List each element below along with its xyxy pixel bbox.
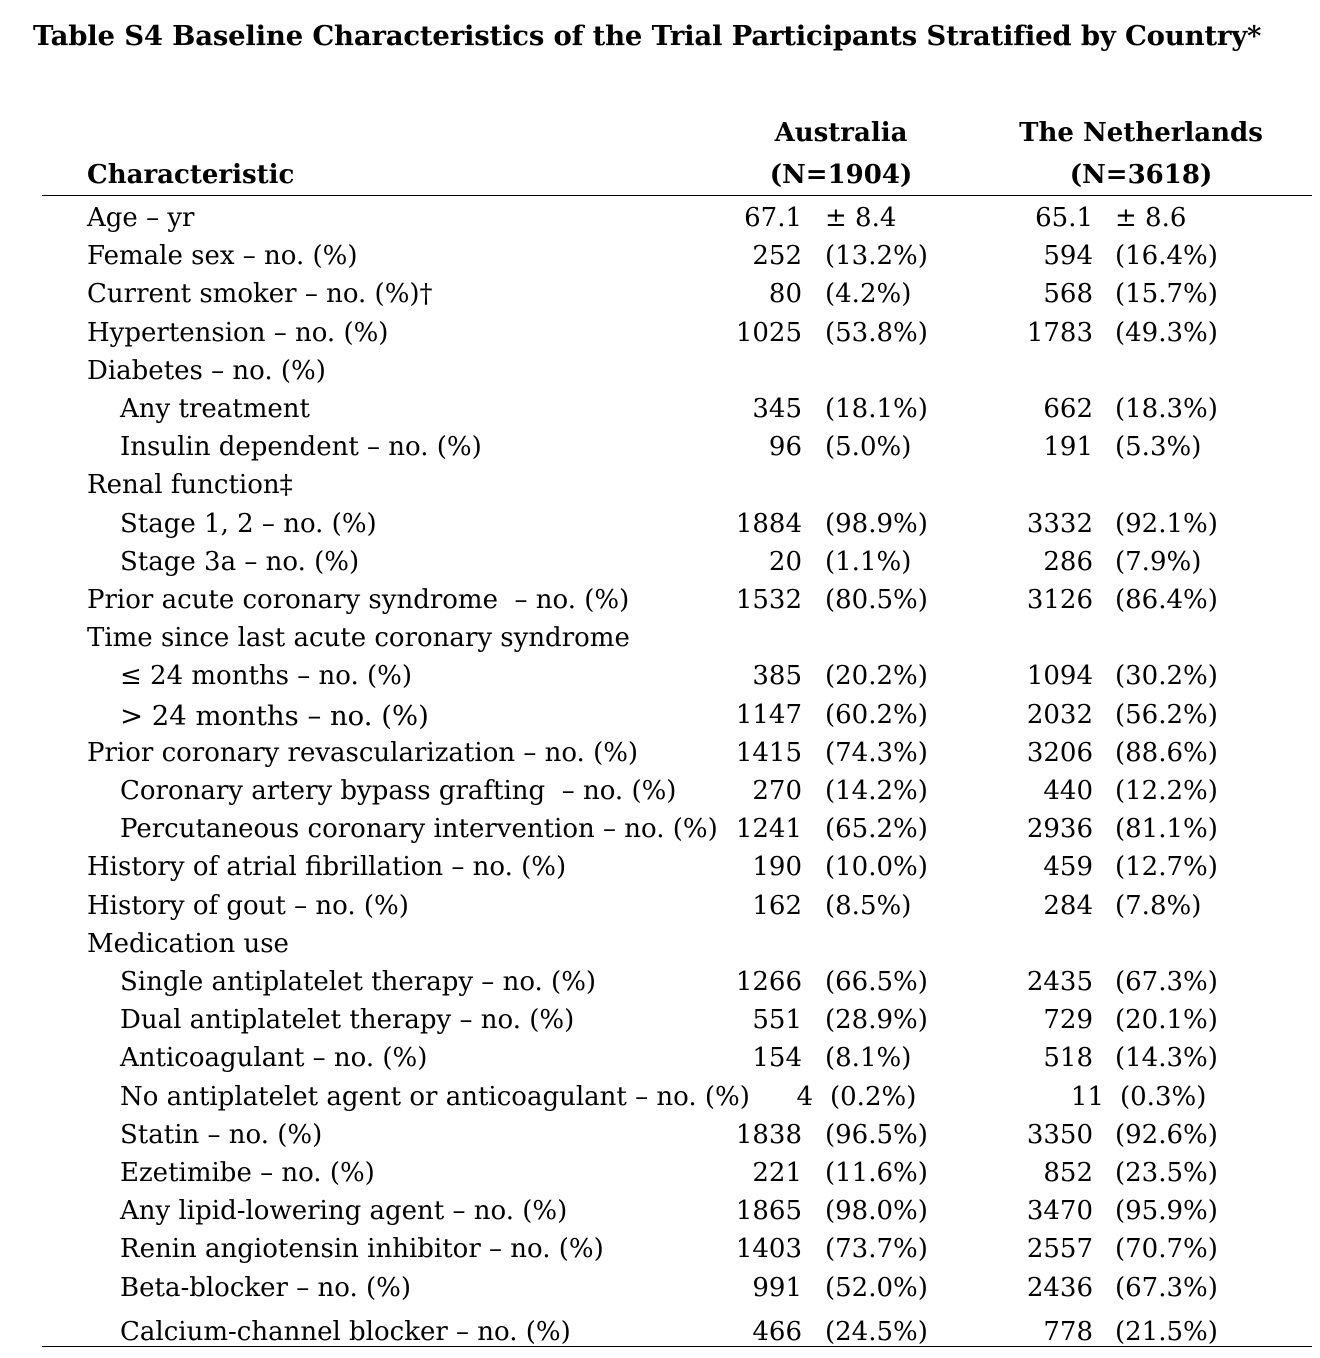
table-row [0, 1234, 1320, 1272]
australia-count: 1147 [735, 699, 802, 730]
australia-percent: (65.2%) [825, 814, 928, 845]
table-row [0, 661, 1320, 699]
header-australia-n: (N=1904) [769, 160, 913, 190]
header-netherlands-n: (N=3618) [1069, 160, 1213, 190]
netherlands-count: 778 [1043, 1316, 1093, 1347]
row-label: Any treatment [120, 394, 310, 424]
row-label: History of atrial fibrillation – no. (%) [87, 852, 567, 883]
australia-percent: (8.1%) [825, 1043, 912, 1074]
row-label: Coronary artery bypass grafting – no. (%) [120, 776, 677, 806]
row-label: Single antiplatelet therapy – no. (%) [120, 967, 597, 997]
netherlands-percent: (18.3%) [1115, 394, 1218, 424]
australia-percent: (8.5%) [825, 890, 912, 921]
netherlands-percent: (67.3%) [1115, 1272, 1218, 1303]
netherlands-count: 3126 [1026, 585, 1093, 615]
australia-count: 466 [752, 1316, 802, 1347]
header-characteristic: Characteristic [87, 160, 295, 190]
australia-percent: (1.1%) [825, 546, 912, 577]
table-row [0, 470, 1320, 508]
netherlands-count: 286 [1043, 546, 1093, 577]
netherlands-count: 1783 [1026, 317, 1093, 348]
netherlands-count: 65.1 [1035, 203, 1093, 233]
australia-percent: (98.9%) [825, 508, 928, 539]
netherlands-percent: (86.4%) [1115, 585, 1218, 615]
netherlands-count: 11 [1070, 1081, 1104, 1112]
netherlands-count: 1094 [1026, 661, 1093, 692]
netherlands-percent: (12.7%) [1115, 852, 1218, 883]
australia-percent: (96.5%) [825, 1119, 928, 1150]
netherlands-count: 852 [1043, 1158, 1093, 1188]
table-row [0, 241, 1320, 279]
netherlands-percent: (12.2%) [1115, 776, 1218, 806]
row-label: Statin – no. (%) [120, 1119, 323, 1150]
netherlands-percent: (5.3%) [1115, 432, 1202, 463]
netherlands-count: 2936 [1026, 814, 1093, 845]
australia-count: 270 [752, 776, 802, 806]
table-row [0, 891, 1320, 929]
australia-count: 221 [752, 1158, 802, 1188]
australia-count: 1532 [735, 585, 802, 615]
table-row [0, 1043, 1320, 1081]
table-row [0, 738, 1320, 776]
netherlands-percent: (23.5%) [1115, 1158, 1218, 1188]
row-label: Age – yr [87, 203, 195, 233]
table-row [0, 279, 1320, 317]
row-label: Any lipid-lowering agent – no. (%) [120, 1196, 568, 1227]
table-row [0, 509, 1320, 547]
table-row [0, 852, 1320, 890]
netherlands-percent: (81.1%) [1115, 814, 1218, 845]
netherlands-count: 729 [1043, 1005, 1093, 1036]
row-label: Dual antiplatelet therapy – no. (%) [120, 1005, 575, 1036]
netherlands-count: 2436 [1026, 1272, 1093, 1303]
australia-percent: (60.2%) [825, 699, 928, 730]
netherlands-percent: (92.1%) [1115, 508, 1218, 539]
netherlands-count: 2557 [1026, 1234, 1093, 1265]
australia-count: 4 [796, 1081, 813, 1112]
table-row [0, 1120, 1320, 1158]
australia-percent: (53.8%) [825, 317, 928, 348]
australia-count: 252 [752, 241, 802, 272]
australia-percent: (13.2%) [825, 241, 928, 272]
table-row [0, 1196, 1320, 1234]
table-row [0, 929, 1320, 967]
australia-count: 1415 [735, 737, 802, 768]
netherlands-count: 662 [1043, 394, 1093, 424]
australia-percent: ± 8.4 [825, 203, 897, 233]
row-label: No antiplatelet agent or anticoagulant – no. (%) [120, 1081, 750, 1112]
australia-percent: (5.0%) [825, 432, 912, 463]
netherlands-percent: (21.5%) [1115, 1316, 1218, 1347]
australia-percent: (4.2%) [825, 279, 912, 310]
australia-percent: (66.5%) [825, 967, 928, 997]
australia-count: 1884 [735, 508, 802, 539]
netherlands-percent: (15.7%) [1115, 279, 1218, 310]
netherlands-percent: (0.3%) [1120, 1081, 1207, 1112]
row-label: Diabetes – no. (%) [87, 355, 326, 386]
table-row [0, 585, 1320, 623]
table-row [0, 203, 1320, 241]
netherlands-percent: (49.3%) [1115, 317, 1218, 348]
table-row [0, 394, 1320, 432]
australia-count: 1865 [735, 1196, 802, 1227]
netherlands-count: 2435 [1026, 967, 1093, 997]
australia-percent: (0.2%) [830, 1081, 917, 1112]
netherlands-count: 284 [1043, 890, 1093, 921]
netherlands-count: 440 [1043, 776, 1093, 806]
australia-percent: (20.2%) [825, 661, 928, 692]
australia-percent: (73.7%) [825, 1234, 928, 1265]
australia-count: 96 [768, 432, 802, 463]
netherlands-count: 3332 [1026, 508, 1093, 539]
row-label: Stage 1, 2 – no. (%) [120, 508, 377, 539]
row-label: Stage 3a – no. (%) [120, 546, 360, 577]
netherlands-count: 2032 [1026, 699, 1093, 730]
table-title: Table S4 Baseline Characteristics of the Trial Participants Stratified by Country* [33, 20, 1262, 52]
australia-count: 162 [752, 890, 802, 921]
row-label: History of gout – no. (%) [87, 890, 409, 921]
australia-count: 385 [752, 661, 802, 692]
table-row [0, 1273, 1320, 1311]
australia-percent: (14.2%) [825, 776, 928, 806]
row-label: Prior acute coronary syndrome – no. (%) [87, 585, 630, 615]
australia-count: 154 [752, 1043, 802, 1074]
australia-percent: (98.0%) [825, 1196, 928, 1227]
netherlands-percent: (88.6%) [1115, 737, 1218, 768]
netherlands-count: 459 [1043, 852, 1093, 883]
netherlands-percent: (20.1%) [1115, 1005, 1218, 1036]
australia-count: 67.1 [744, 203, 802, 233]
australia-count: 991 [752, 1272, 802, 1303]
australia-count: 80 [768, 279, 802, 310]
netherlands-percent: (7.8%) [1115, 890, 1202, 921]
row-label: Renin angiotensin inhibitor – no. (%) [120, 1234, 604, 1265]
netherlands-percent: (67.3%) [1115, 967, 1218, 997]
netherlands-count: 568 [1043, 279, 1093, 310]
row-label: Female sex – no. (%) [87, 241, 358, 272]
row-label: Percutaneous coronary intervention – no. (%) [120, 814, 718, 845]
netherlands-count: 3206 [1026, 737, 1093, 768]
netherlands-count: 518 [1043, 1043, 1093, 1074]
netherlands-percent: (56.2%) [1115, 699, 1218, 730]
table-row [0, 432, 1320, 470]
netherlands-count: 3350 [1026, 1119, 1093, 1150]
australia-percent: (52.0%) [825, 1272, 928, 1303]
australia-count: 1838 [735, 1119, 802, 1150]
row-label: Prior coronary revascularization – no. (%) [87, 737, 639, 768]
netherlands-count: 191 [1043, 432, 1093, 463]
australia-percent: (74.3%) [825, 737, 928, 768]
table-row [0, 1082, 1320, 1120]
netherlands-percent: (30.2%) [1115, 661, 1218, 692]
netherlands-percent: (7.9%) [1115, 546, 1202, 577]
table-row [0, 1317, 1320, 1355]
netherlands-count: 3470 [1026, 1196, 1093, 1227]
table-row [0, 967, 1320, 1005]
australia-count: 1241 [735, 814, 802, 845]
australia-count: 551 [752, 1005, 802, 1036]
netherlands-count: 594 [1043, 241, 1093, 272]
table-row [0, 814, 1320, 852]
row-label: Calcium-channel blocker – no. (%) [120, 1316, 571, 1347]
row-label: Time since last acute coronary syndrome [87, 623, 630, 654]
netherlands-percent: (70.7%) [1115, 1234, 1218, 1265]
table-row [0, 1158, 1320, 1196]
table-row [0, 623, 1320, 661]
row-label: > 24 months – no. (%) [120, 699, 429, 732]
row-label: ≤ 24 months – no. (%) [120, 661, 412, 692]
australia-percent: (24.5%) [825, 1316, 928, 1347]
table-row [0, 700, 1320, 738]
table-row [0, 356, 1320, 394]
australia-count: 190 [752, 852, 802, 883]
netherlands-percent: (92.6%) [1115, 1119, 1218, 1150]
table-row [0, 776, 1320, 814]
netherlands-percent: ± 8.6 [1115, 203, 1187, 233]
bottom-rule [42, 1346, 1312, 1347]
row-label: Medication use [87, 928, 289, 959]
row-label: Renal function‡ [87, 470, 293, 501]
australia-percent: (28.9%) [825, 1005, 928, 1036]
australia-count: 345 [752, 394, 802, 424]
netherlands-percent: (14.3%) [1115, 1043, 1218, 1074]
australia-count: 20 [768, 546, 802, 577]
australia-percent: (18.1%) [825, 394, 928, 424]
row-label: Current smoker – no. (%)† [87, 279, 433, 310]
header-rule [42, 195, 1312, 196]
australia-count: 1025 [735, 317, 802, 348]
netherlands-percent: (95.9%) [1115, 1196, 1218, 1227]
row-label: Hypertension – no. (%) [87, 317, 389, 348]
australia-percent: (10.0%) [825, 852, 928, 883]
australia-count: 1266 [735, 967, 802, 997]
header-netherlands-name: The Netherlands [1019, 118, 1263, 148]
row-label: Beta-blocker – no. (%) [120, 1272, 411, 1303]
row-label: Insulin dependent – no. (%) [120, 432, 482, 463]
row-label: Ezetimibe – no. (%) [120, 1158, 375, 1188]
australia-percent: (80.5%) [825, 585, 928, 615]
netherlands-percent: (16.4%) [1115, 241, 1218, 272]
australia-percent: (11.6%) [825, 1158, 928, 1188]
table-row [0, 318, 1320, 356]
table-row [0, 1005, 1320, 1043]
table-row [0, 547, 1320, 585]
australia-count: 1403 [735, 1234, 802, 1265]
header-australia-name: Australia [774, 118, 908, 148]
row-label: Anticoagulant – no. (%) [120, 1043, 428, 1074]
